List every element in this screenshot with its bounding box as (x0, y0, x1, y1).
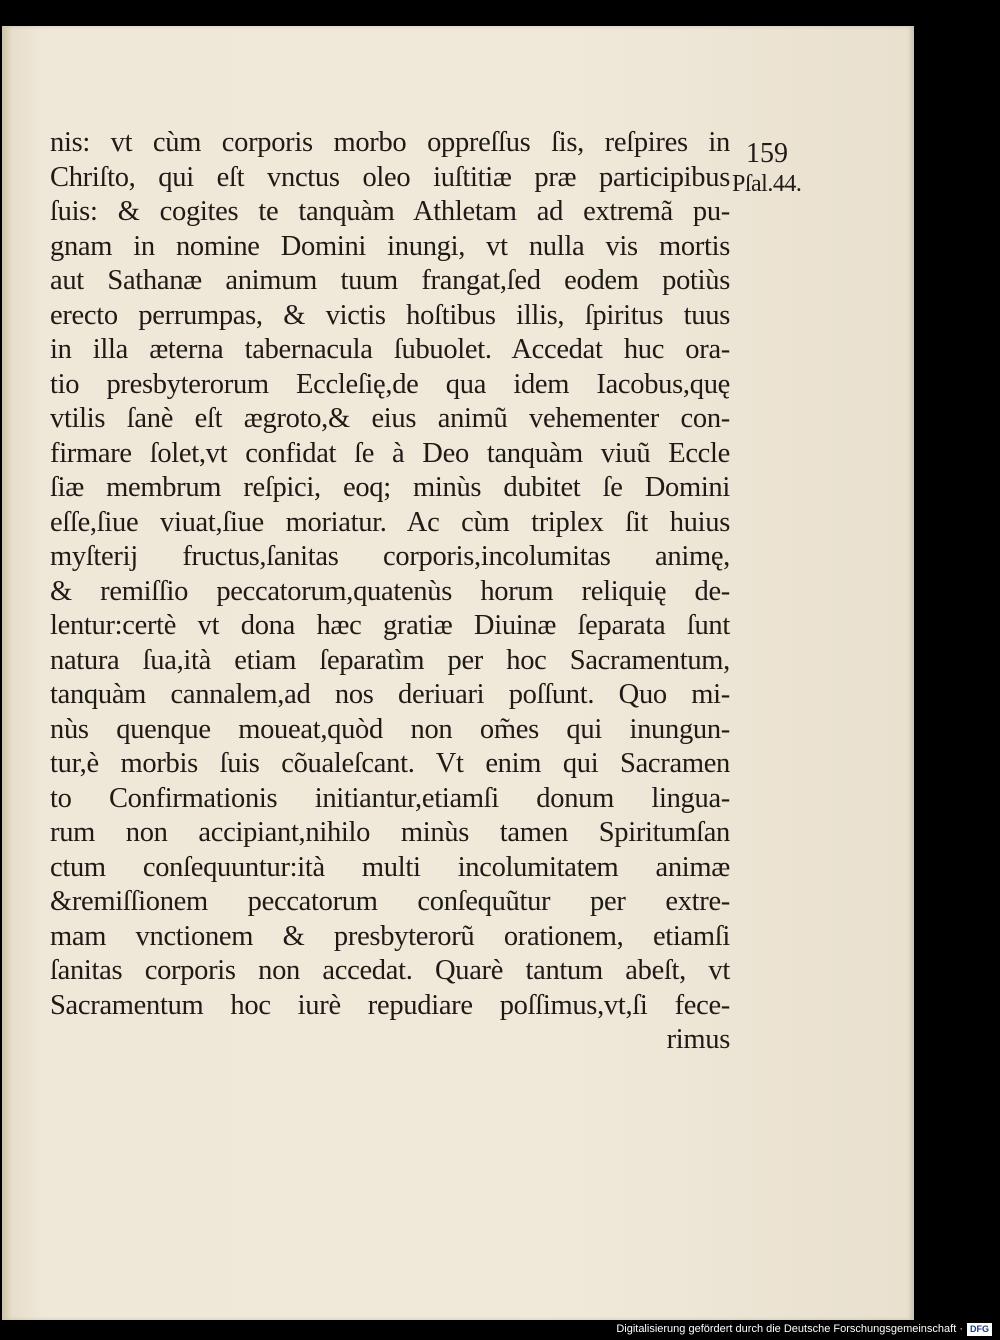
book-page (2, 26, 914, 1320)
credit-text: Digitalisierung gefördert durch die Deutsche Forschungsgemeinschaft · (616, 1323, 963, 1335)
text-line: &remiſſionem peccatorum conſequũtur per extre- (50, 886, 730, 917)
text-line: ſuis: & cogites te tanquàm Athletam ad extremã pu- (50, 196, 730, 227)
text-line: lentur:certè vt dona hæc gratiæ Diuinæ ſeparata ſunt (50, 610, 730, 641)
text-line: natura ſua,ità etiam ſeparatìm per hoc Sacramentum, (50, 644, 730, 676)
text-line: tio presbyterorum Eccleſię,de qua idem Iacobus,quę (50, 368, 730, 400)
page-gutter-shadow (2, 26, 12, 1320)
text-line: tanquàm cannalem,ad nos deriuari poſſunt. Quo mi- (50, 679, 730, 710)
text-line: nùs quenque moueat,quòd non om̃es qui inungun- (50, 713, 730, 745)
text-line: in illa æterna tabernacula ſubuolet. Accedat huc ora- (50, 334, 730, 365)
text-line: eſſe,ſiue viuat,ſiue moriatur. Ac cùm triplex ſit huius (50, 506, 730, 538)
text-line: rum non accipiant,nihilo minùs tamen Spiritumſan (50, 817, 730, 848)
text-line: firmare ſolet,vt confidat ſe à Deo tanquàm viuũ Eccle (50, 437, 730, 469)
catchword: rimus (666, 1024, 730, 1055)
text-line: to Confirmationis initiantur,etiamſi donum lingua- (50, 782, 730, 814)
text-line: gnam in nomine Domini inungi, vt nulla vis mortis (50, 230, 730, 262)
text-line: Sacramentum hoc iurè repudiare poſſimus,vt,ſi fece- (50, 989, 730, 1021)
page-number: 159 (746, 138, 788, 169)
text-line: Chriſto, qui eſt vnctus oleo iuſtitiæ præ participibus (50, 161, 730, 193)
text-line: & remiſſio peccatorum,quatenùs horum reliquię de- (50, 575, 730, 607)
text-line: mam vnctionem & presbyterorũ orationem, etiamſi (50, 920, 730, 952)
text-line: nis: vt cùm corporis morbo oppreſſus ſis, reſpires in (50, 127, 730, 158)
text-line: ſanitas corporis non accedat. Quarè tantum abeſt, vt (50, 955, 730, 986)
body-text (50, 126, 730, 1058)
funding-credit (616, 1322, 992, 1336)
margin-note: Pſal.44. (732, 171, 802, 197)
text-line: aut Sathanæ animum tuum frangat,ſed eodem potiùs (50, 265, 730, 296)
text-line: myſterij fructus,ſanitas corporis,incolumitas animę, (50, 541, 730, 572)
text-line: tur,è morbis ſuis cõualeſcant. Vt enim qui Sacramen (50, 748, 730, 779)
text-line: ctum conſequuntur:ità multi incolumitatem animæ (50, 851, 730, 883)
text-line: erecto perrumpas, & victis hoſtibus illis, ſpiritus tuus (50, 299, 730, 331)
dfg-logo-icon: DFG (967, 1323, 992, 1336)
text-line: ſiæ membrum reſpici, eoq; minùs dubitet ſe Domini (50, 472, 730, 503)
text-line: vtilis ſanè eſt ægroto,& eius animũ vehementer con- (50, 403, 730, 434)
